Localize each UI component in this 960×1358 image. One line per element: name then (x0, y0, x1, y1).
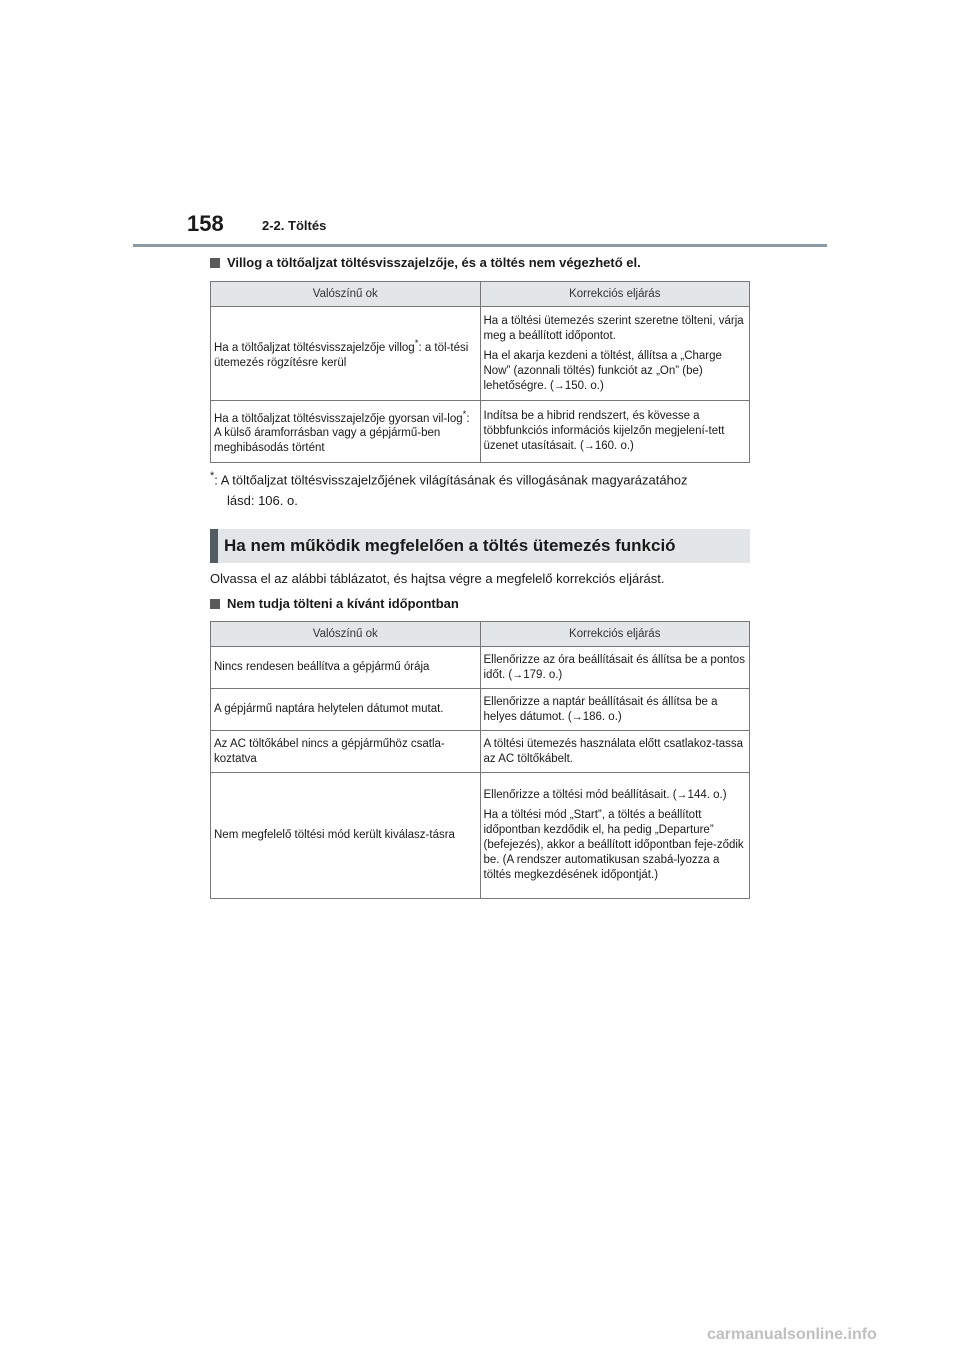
cause-text-cont: : a töl-tési ütemezés rögzítésre kerül (214, 341, 469, 369)
footnote-text: : A töltőaljzat töltésvisszajelzőjének világításának és villogásának magyarázatához (214, 472, 688, 488)
cause-text: Ha a töltőaljzat töltésvisszajelzője gyorsan vil-log (214, 412, 463, 425)
square-bullet-icon (210, 258, 220, 268)
table-row (211, 401, 750, 463)
column-header-fix: Korrekciós eljárás (480, 622, 750, 647)
fix-cell (480, 773, 750, 899)
page-reference: 150. o.) (564, 379, 604, 392)
footnote-mark: * (462, 408, 467, 420)
footnote-mark: * (210, 470, 215, 482)
cause-cell: A gépjármű naptára helytelen dátumot mutat. (211, 689, 481, 731)
section-title-bar (210, 529, 750, 563)
page-reference: 160. o.) (594, 440, 634, 452)
section-accent (210, 529, 218, 563)
subheading-charge-time (210, 596, 459, 612)
table-blinking-indicator (210, 281, 750, 463)
footnote (210, 466, 760, 511)
column-header-cause: Valószínű ok (211, 622, 481, 647)
fix-cell (480, 647, 750, 689)
arrow-right-icon: → (512, 668, 524, 681)
page-reference: 186. o.) (582, 710, 622, 723)
subheading-text: Nem tudja tölteni a kívánt időpontban (227, 596, 459, 611)
arrow-right-icon: → (571, 710, 583, 723)
footnote-mark: * (414, 338, 419, 350)
table-row (211, 689, 750, 731)
cause-text: Ha a töltőaljzat töltésvisszajelzője villog (214, 341, 415, 354)
arrow-right-icon: → (553, 379, 565, 392)
fix-text: Ha el akarja kezdeni a töltést, állítsa a „Charge Now” (azonnali töltés) funkciót az „On” (be) lehetőségre. ( (483, 349, 722, 392)
subheading-text: Villog a töltőaljzat töltésvisszajelzője, és a töltés nem végezhető el. (227, 255, 641, 270)
page-number: 158 (187, 211, 224, 236)
fix-cell (480, 689, 750, 731)
cause-cell: Nincs rendesen beállítva a gépjármű órája (211, 647, 481, 689)
table-header-row (211, 282, 750, 307)
footer-watermark: carmanualsonline.info (707, 1326, 877, 1343)
fix-paragraph (484, 349, 747, 394)
table-row (211, 307, 750, 401)
fix-cell (480, 307, 750, 401)
fix-text: Ellenőrizze a naptár beállításait és állítsa be a helyes dátumot. ( (483, 695, 718, 723)
column-header-cause: Valószínű ok (211, 282, 481, 307)
intro-text: Olvassa el az alábbi táblázatot, és hajtsa végre a megfelelő korrekciós eljárást. (210, 571, 665, 586)
fix-paragraph (484, 788, 747, 803)
cause-cell: Nem megfelelő töltési mód került kiválasz-tásra (211, 773, 481, 899)
fix-cell: A töltési ütemezés használata előtt csatlakoz-tassa az AC töltőkábelt. (480, 731, 750, 773)
arrow-right-icon: → (676, 789, 688, 801)
table-row (211, 647, 750, 689)
page-reference: 179. o.) (523, 668, 563, 681)
fix-text: Ellenőrizze a töltési mód beállításait. ( (483, 789, 677, 801)
cause-cell: Az AC töltőkábel nincs a gépjárműhöz csatla-koztatva (211, 731, 481, 773)
column-header-fix: Korrekciós eljárás (480, 282, 750, 307)
fix-paragraph: Ha a töltési mód „Start”, a töltés a beállított időpontban kezdődik el, ha pedig „Departure” (befejezés), akkor a beállított időpontban feje-ződik be. (A rendszer automatikusan szabá-lyozza a töltés megkezdésének időpontját.) (483, 809, 744, 881)
section-title: Ha nem működik megfelelően a töltés ütemezés funkció (224, 536, 676, 555)
page-reference: 144. o.) (687, 789, 727, 801)
fix-paragraph: Ha a töltési ütemezés szerint szeretne tölteni, várja meg a beállított időpontot. (483, 314, 744, 342)
table-row (211, 773, 750, 899)
square-bullet-icon (210, 599, 220, 609)
fix-text: Indítsa be a hibrid rendszert, és kövesse a többfunkciós információs kijelzőn megjelení-tett üzenet utasításait. ( (483, 410, 725, 452)
fix-text: Ellenőrizze az óra beállításait és állítsa be a pontos időt. ( (483, 653, 745, 681)
fix-cell (480, 401, 750, 463)
header-divider (133, 244, 827, 247)
table-header-row (211, 622, 750, 647)
arrow-right-icon: → (583, 440, 595, 452)
table-row (211, 731, 750, 773)
cause-cell (211, 307, 481, 401)
table-charge-schedule (210, 621, 750, 899)
subheading-blinking-indicator (210, 255, 641, 271)
footnote-text-cont: lásd: 106. o. (227, 493, 298, 509)
section-label: 2-2. Töltés (262, 218, 327, 233)
cause-cell (211, 401, 481, 463)
cause-text-cont: : A külső áramforrásban vagy a gépjármű-ben meghibásodás történt (214, 412, 470, 455)
